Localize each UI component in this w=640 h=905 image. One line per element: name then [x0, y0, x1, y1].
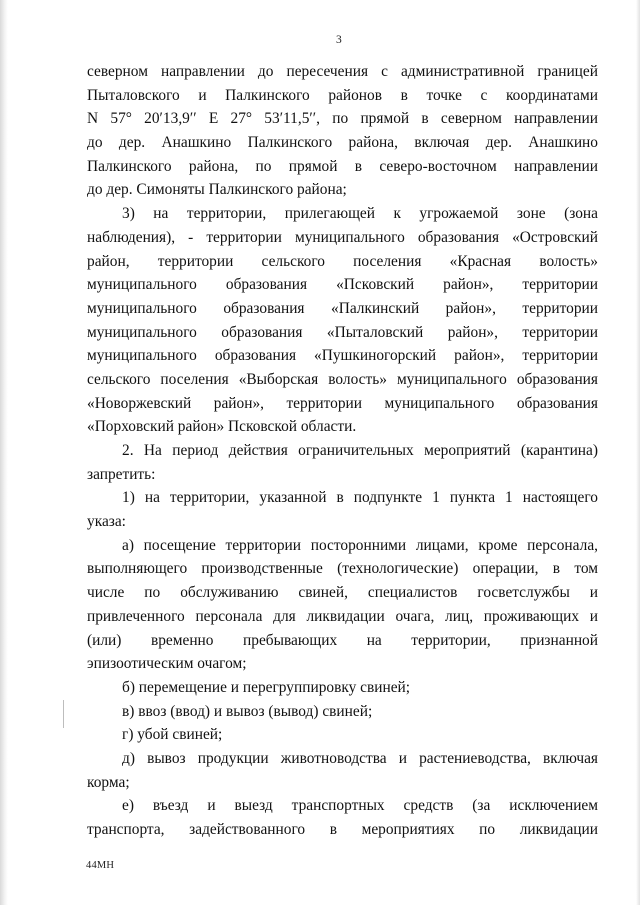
document-body: [87, 60, 598, 842]
text-line: муниципального образования «Палкинский район», территории: [87, 299, 598, 317]
text-line: муниципального образования «Псковский район», территории: [87, 276, 598, 294]
text-line: муниципального образования «Пушкиногорский район», территории: [87, 347, 598, 365]
text-line: 2. На период действия ограничительных мероприятий (карантина): [122, 442, 598, 459]
page-number: 3: [336, 34, 342, 46]
text-line: наблюдения), - территории муниципального образования «Островский: [87, 228, 598, 246]
text-line: д) вывоз продукции животноводства и растениеводства, включая: [122, 749, 598, 767]
text-line: б) перемещение и перегруппировку свиней;: [122, 678, 411, 696]
text-line: муниципального образования «Пыталовский район», территории: [87, 323, 598, 341]
text-line: Пыталовского и Палкинского районов в точке с координатами: [87, 86, 598, 104]
text-line: 3) на территории, прилегающей к угрожаемой зоне (зона: [122, 205, 598, 223]
text-line: район, территории сельского поселения «Красная волость»: [87, 252, 598, 270]
text-line: северном направлении до пересечения с административной границей: [87, 63, 598, 80]
text-line: е) въезд и выезд транспортных средств (за исключением: [122, 797, 598, 815]
scan-edge-right: [636, 0, 640, 905]
text-line: выполняющего производственные (технологические) операции, в том: [87, 560, 598, 578]
text-line: (или) временно пребывающих на территории, признанной: [87, 631, 598, 649]
text-line: привлеченного персонала для ликвидации очага, лиц, проживающих и: [87, 607, 598, 625]
text-line: до дер. Анашкино Палкинского района, включая дер. Анашкино: [87, 134, 598, 152]
text-line: транспорта, задействованного в мероприятиях по ликвидации: [87, 821, 598, 838]
scan-edge-left: [0, 0, 8, 905]
text-line: N 57° 20′13,9′′ E 27° 53′11,5′′, по прямой в северном направлении: [87, 110, 598, 128]
text-line: указа:: [87, 513, 126, 531]
text-line: 1) на территории, указанной в подпункте 1 пункта 1 настоящего: [122, 489, 598, 507]
text-line: Палкинского района, по прямой в северо-восточном направлении: [87, 157, 598, 175]
margin-mark: [63, 700, 64, 728]
text-line: а) посещение территории посторонними лицами, кроме персонала,: [122, 536, 598, 554]
text-line: сельского поселения «Выборская волость» муниципального образования: [87, 370, 598, 388]
text-line: запретить:: [87, 465, 156, 483]
text-line: корма;: [87, 773, 130, 791]
text-line: г) убой свиней;: [122, 726, 223, 744]
text-line: до дер. Симоняты Палкинского района;: [87, 181, 347, 199]
text-line: «Новоржевский район», территории муниципального образования: [87, 394, 598, 412]
text-line: числе по обслуживанию свиней, специалистов госветслужбы и: [87, 584, 598, 602]
document-code: 44МН: [86, 860, 115, 871]
text-line: «Порховский район» Псковской области.: [87, 418, 357, 436]
text-line: эпизоотическим очагом;: [87, 655, 247, 673]
text-line: в) ввоз (ввод) и вывоз (вывод) свиней;: [122, 702, 373, 720]
